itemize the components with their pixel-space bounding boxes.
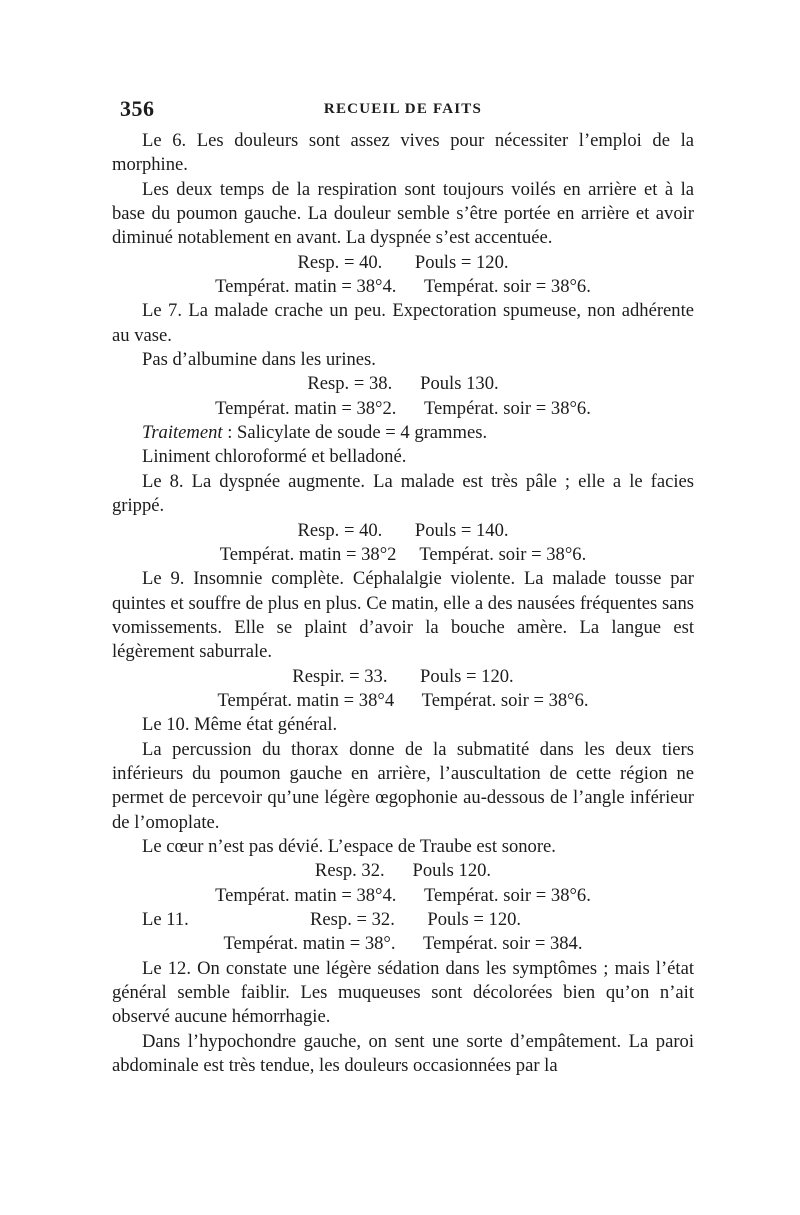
temperature-line: Températ. matin = 38°4. Températ. soir = 38°6. xyxy=(215,884,591,906)
temperature-line: Températ. matin = 38°. Températ. soir = 384. xyxy=(223,933,583,955)
paragraph: Pas d’albumine dans les urines. xyxy=(142,349,376,371)
page-number: 356 xyxy=(120,96,155,121)
vitals-line: Resp. = 40. Pouls = 140. xyxy=(297,519,509,541)
temperature-line: Températ. matin = 38°4 Températ. soir = 38°6. xyxy=(217,689,589,711)
paragraph: Le 10. Même état général. xyxy=(142,714,338,736)
temperature-line: Températ. matin = 38°2. Températ. soir = 38°6. xyxy=(215,397,591,419)
vitals-line: Respir. = 33. Pouls = 120. xyxy=(292,665,514,687)
day-label: Le 11. xyxy=(142,909,189,930)
page-body xyxy=(112,129,694,1078)
paragraph: Le 8. La dyspnée augmente. La malade est très pâle ; elle a le facies grippé. xyxy=(112,470,694,517)
paragraph: Les deux temps de la respiration sont toujours voilés en arrière et à la base du poumon gauche. La douleur semble s’être portée en arrière et avoir diminué notablement en avant. La dyspnée s’est accentuée. xyxy=(112,178,694,249)
treatment-label: Traitement xyxy=(142,422,223,444)
paragraph: Dans l’hypochondre gauche, on sent une sorte d’empâtement. La paroi abdominale est très tendue, les douleurs occasionnées par la xyxy=(112,1030,694,1077)
paragraph: Le 9. Insomnie complète. Céphalalgie violente. La malade tousse par quintes et souffre de plus en plus. Ce matin, elle a des nausées fréquentes sans vomissements. Elle se plaint d’avoir la bouche amère. La langue est légèrement saburrale. xyxy=(112,568,694,663)
temperature-line: Températ. matin = 38°2 Températ. soir = 38°6. xyxy=(219,543,587,565)
treatment-text: Salicylate de soude = 4 grammes. xyxy=(237,422,488,444)
paragraph: Le cœur n’est pas dévié. L’espace de Traube est sonore. xyxy=(142,835,556,857)
paragraph: La percussion du thorax donne de la submatité dans les deux tiers inférieurs du poumon gauche en arrière, l’auscultation de cette région ne permet de percevoir qu’une légère œgophonie au-dessous de l’angle inférieur de l’omoplate. xyxy=(112,738,694,833)
page-header xyxy=(112,96,694,126)
vitals-line: Resp. = 38. Pouls 130. xyxy=(307,373,499,395)
vitals-line-dated xyxy=(112,908,694,932)
vitals-line: Resp. 32. Pouls 120. xyxy=(314,860,492,882)
vitals-line: Resp. = 40. Pouls = 120. xyxy=(297,251,509,273)
treatment-paragraph: Traitement : Salicylate de soude = 4 grammes. xyxy=(142,422,488,444)
paragraph: Le 6. Les douleurs sont assez vives pour nécessiter l’emploi de la morphine. xyxy=(112,130,694,176)
vitals-text: Resp. = 32. Pouls = 120. xyxy=(310,909,522,930)
paragraph: Le 12. On constate une légère sédation dans les symptômes ; mais l’état général semble faiblir. Les muqueuses sont décolorées bien qu’on n’ait observé aucune hémorrhagie. xyxy=(112,957,694,1028)
running-title: RECUEIL DE FAITS xyxy=(323,101,483,117)
paragraph: Liniment chloroformé et belladoné. xyxy=(142,446,407,468)
temperature-line: Températ. matin = 38°4. Températ. soir = 38°6. xyxy=(215,276,591,298)
paragraph: Le 7. La malade crache un peu. Expectoration spumeuse, non adhérente au vase. xyxy=(112,300,694,346)
